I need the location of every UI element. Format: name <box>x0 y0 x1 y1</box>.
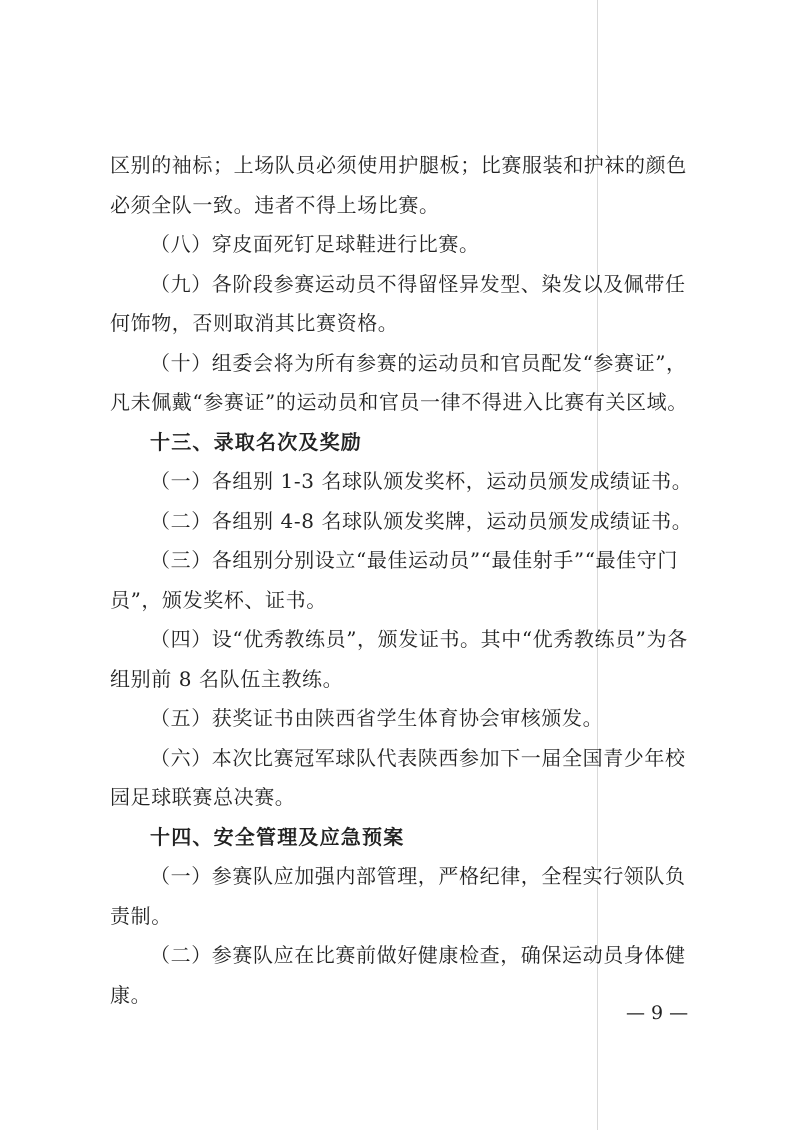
text-line: （四）设“优秀教练员”，颁发证书。其中“优秀教练员”为各 <box>150 627 688 651</box>
text-line: （六）本次比赛冠军球队代表陕西参加下一届全国青少年校 <box>150 745 686 770</box>
page-number: — 9 — <box>626 1002 689 1024</box>
text-line: 组别前 8 名队伍主教练。 <box>110 666 344 691</box>
section-heading: 十四、安全管理及应急预案 <box>150 824 405 849</box>
text-line: （五）获奖证书由陕西省学生体育协会审核颁发。 <box>150 706 604 730</box>
text-line: 凡未佩戴“参赛证”的运动员和官员一律不得进入比赛有关区域。 <box>110 390 688 414</box>
text-line: （八）穿皮面死钉足球鞋进行比赛。 <box>150 232 480 256</box>
text-line: 员”，颁发奖杯、证书。 <box>110 587 327 612</box>
text-line: （九）各阶段参赛运动员不得留怪异发型、染发以及佩带任 <box>150 271 686 296</box>
text-line: （十）组委会将为所有参赛的运动员和官员配发“参赛证”， <box>150 350 687 375</box>
text-line: 康。 <box>110 982 152 1007</box>
document-body <box>110 146 700 1015</box>
text-line: 何饰物，否则取消其比赛资格。 <box>110 311 399 335</box>
text-line: 责制。 <box>110 903 172 928</box>
text-line: （三）各组别分别设立“最佳运动员”“最佳射手”“最佳守门 <box>150 548 678 572</box>
text-line: （一）各组别 1-3 名球队颁发奖杯，运动员颁发成绩证书。 <box>150 469 693 493</box>
text-line: （一）参赛队应加强内部管理，严格纪律，全程实行领队负 <box>150 864 686 888</box>
text-line: 区别的袖标；上场队员必须使用护腿板；比赛服装和护袜的颜色 <box>110 153 687 177</box>
text-line: 必须全队一致。违者不得上场比赛。 <box>110 192 440 217</box>
text-line: （二）参赛队应在比赛前做好健康检查，确保运动员身体健 <box>150 943 686 967</box>
text-line: （二）各组别 4-8 名球队颁发奖牌，运动员颁发成绩证书。 <box>150 508 693 533</box>
section-heading: 十三、录取名次及奖励 <box>150 429 362 454</box>
text-line: 园足球联赛总决赛。 <box>110 785 296 809</box>
